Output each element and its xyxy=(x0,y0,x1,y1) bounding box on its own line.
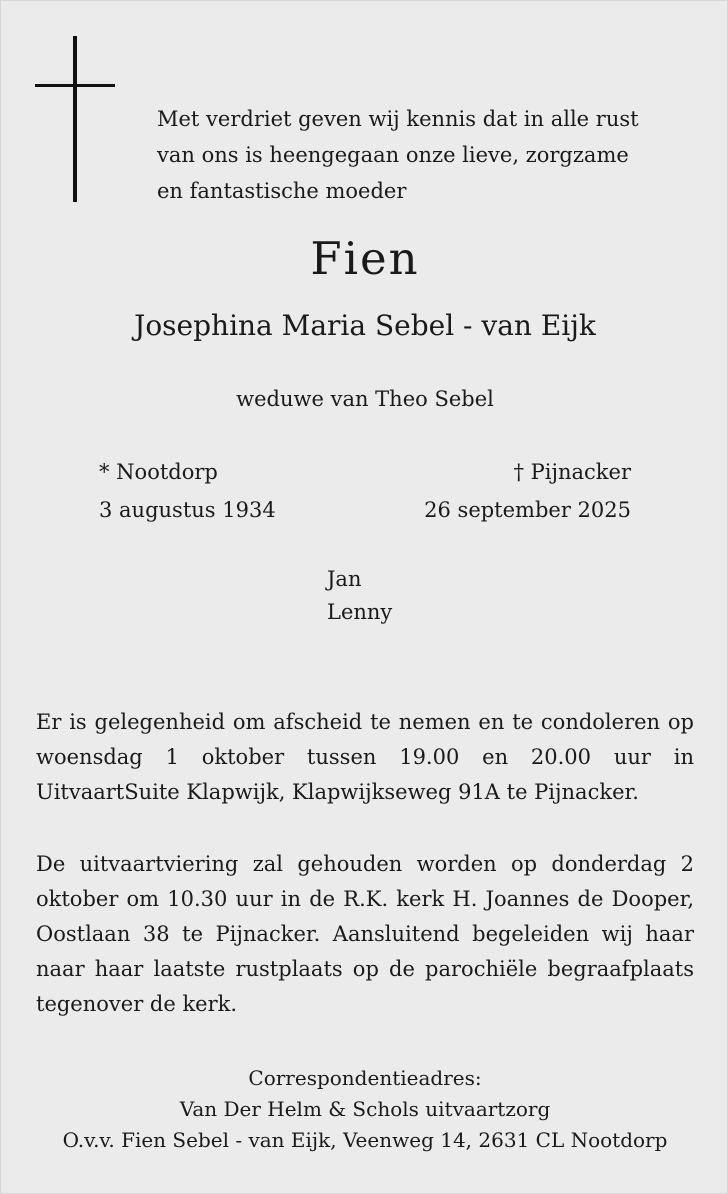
death-info xyxy=(311,453,631,529)
child-name: Lenny xyxy=(327,600,393,624)
full-name: Josephina Maria Sebel - van Eijk xyxy=(134,309,596,342)
cross-icon xyxy=(35,36,115,202)
first-name: Fien xyxy=(310,232,420,285)
birth-place: * Nootdorp xyxy=(99,460,218,484)
death-date: 26 september 2025 xyxy=(424,498,631,522)
child-name: Jan xyxy=(327,567,362,591)
children-list xyxy=(327,563,527,629)
correspondence-line-2: O.v.v. Fien Sebel - van Eijk, Veenweg 14, 2631 CL Nootdorp xyxy=(62,1128,668,1152)
death-place: † Pijnacker xyxy=(513,460,631,484)
intro-line: en fantastische moeder xyxy=(157,179,407,203)
funeral-paragraph: De uitvaartviering zal gehouden worden op donderdag 2 oktober om 10.30 uur in de R.K. kerk H. Joannes de Dooper, Oostlaan 38 te Pijnacker. Aansluitend begeleiden wij haar naar haar laatste rustplaats op de parochiële begraafplaats tegenover de kerk. xyxy=(36,852,694,1016)
intro-line: Met verdriet geven wij kennis dat in alle rust xyxy=(157,107,639,131)
intro-text xyxy=(157,101,697,209)
correspondence-label: Correspondentieadres: xyxy=(248,1066,482,1090)
correspondence-line-1: Van Der Helm & Schols uitvaartzorg xyxy=(179,1097,551,1121)
intro-line: van ons is heengegaan onze lieve, zorgzame xyxy=(157,143,629,167)
correspondence-address xyxy=(1,1063,728,1156)
birth-date: 3 augustus 1934 xyxy=(99,498,276,522)
condolence-paragraph: Er is gelegenheid om afscheid te nemen en te condoleren op woensdag 1 oktober tussen 19.00 en 20.00 uur in UitvaartSuite Klapwijk, Klapwijkseweg 91A te Pijnacker. xyxy=(36,710,694,804)
widow-of: weduwe van Theo Sebel xyxy=(236,387,494,411)
